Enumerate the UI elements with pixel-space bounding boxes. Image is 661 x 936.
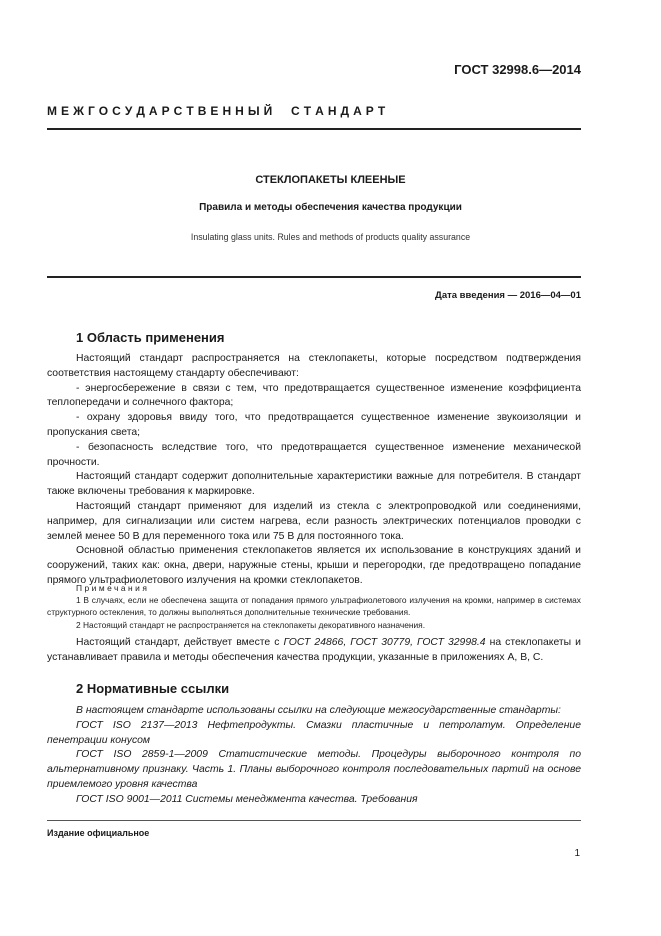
list-item: - безопасность вследствие того, что предотвращается существенное изменение механической прочности. <box>47 441 581 468</box>
english-title: Insulating glass units. Rules and methods of products quality assurance <box>190 232 471 242</box>
reference-item: ГОСТ ISO 2137—2013 Нефтепродукты. Смазки пластичные и петролатум. Определение пенетрации конусом <box>47 719 581 746</box>
section-1-body <box>47 352 581 589</box>
paragraph: Настоящий стандарт содержит дополнительные характеристики важные для потребителя. В стандарт также включены требования к маркировке. <box>47 471 581 498</box>
notes-heading: Примечания <box>76 583 150 593</box>
note-item: 1 В случаях, если не обеспечена защита от попадания прямого ультрафиолетового излучения на кромки, например в системах структурного остекления, то должны выполняться дополнительные технические требования. <box>47 595 581 618</box>
title-divider <box>47 276 581 278</box>
paragraph: Настоящий стандарт распространяется на стеклопакеты, которые посредством подтверждения соответствия настоящему стандарту обеспечивают: <box>47 353 581 379</box>
top-divider <box>47 128 581 130</box>
document-title: СТЕКЛОПАКЕТЫ КЛЕЕНЫЕ <box>255 174 406 186</box>
page-number: 1 <box>574 848 580 859</box>
footer-divider <box>47 820 581 821</box>
reference-item: ГОСТ ISO 9001—2011 Системы менеджмента качества. Требования <box>76 793 418 805</box>
paragraph: Основной областью применения стеклопакетов является их использование в конструкциях зданий и сооружений, таких как: окна, двери, наружные стены, крыши и перегородки, где предотвращено попадание прямого ультрафиолетового излучения на кромки стеклопакетов. <box>47 545 581 586</box>
gost-code: ГОСТ 32998.6—2014 <box>454 62 581 77</box>
interstate-standard-label: М Е Ж Г О С У Д А Р С Т В Е Н Н Ы Й С Т А Н Д А Р Т <box>47 104 386 118</box>
note-item: 2 Настоящий стандарт не распространяется на стеклопакеты декоративного назначения. <box>76 619 426 630</box>
section-1-heading: 1 Область применения <box>76 330 225 345</box>
notes-block <box>47 582 581 631</box>
paragraph <box>47 636 581 666</box>
paragraph: В настоящем стандарте использованы ссылки на следующие межгосударственные стандарты: <box>76 705 561 716</box>
gost-references: ГОСТ 24866, ГОСТ 30779, ГОСТ 32998.4 <box>283 637 486 648</box>
introduction-date: Дата введения — 2016—04—01 <box>435 290 581 301</box>
list-item: - энергосбережение в связи с тем, что предотвращается существенное изменение коэффициента теплопередачи и солнечного фактора; <box>47 382 581 409</box>
reference-item: ГОСТ ISO 2859-1—2009 Статистические методы. Процедуры выборочного контроля по альтернативному признаку. Часть 1. Планы выборочного контроля последовательных партий на основе приемлемого уровня качества <box>47 749 581 790</box>
text-span: Настоящий стандарт, действует вместе с <box>76 637 284 648</box>
paragraph: Настоящий стандарт применяют для изделий из стекла с электропроводкой или соединениями, например, для сигнализации или систем нагрева, если разность электрических потенциалов проводки с землей менее 50 В для переменного тока или 75 В для постоянного тока. <box>47 500 581 542</box>
section-2-body <box>47 704 581 808</box>
official-edition-label: Издание официальное <box>47 828 150 838</box>
section-1-final <box>47 636 581 666</box>
section-2-heading: 2 Нормативные ссылки <box>76 681 230 696</box>
list-item: - охрану здоровья ввиду того, что предотвращается существенное изменение звукоизоляции и пропускания света; <box>47 412 581 438</box>
document-subtitle: Правила и методы обеспечения качества продукции <box>199 202 462 213</box>
text-span: на стеклопакеты и устанавливает правила и методы обеспечения качества продукции, указанные в приложениях А, В, С. <box>47 637 581 663</box>
